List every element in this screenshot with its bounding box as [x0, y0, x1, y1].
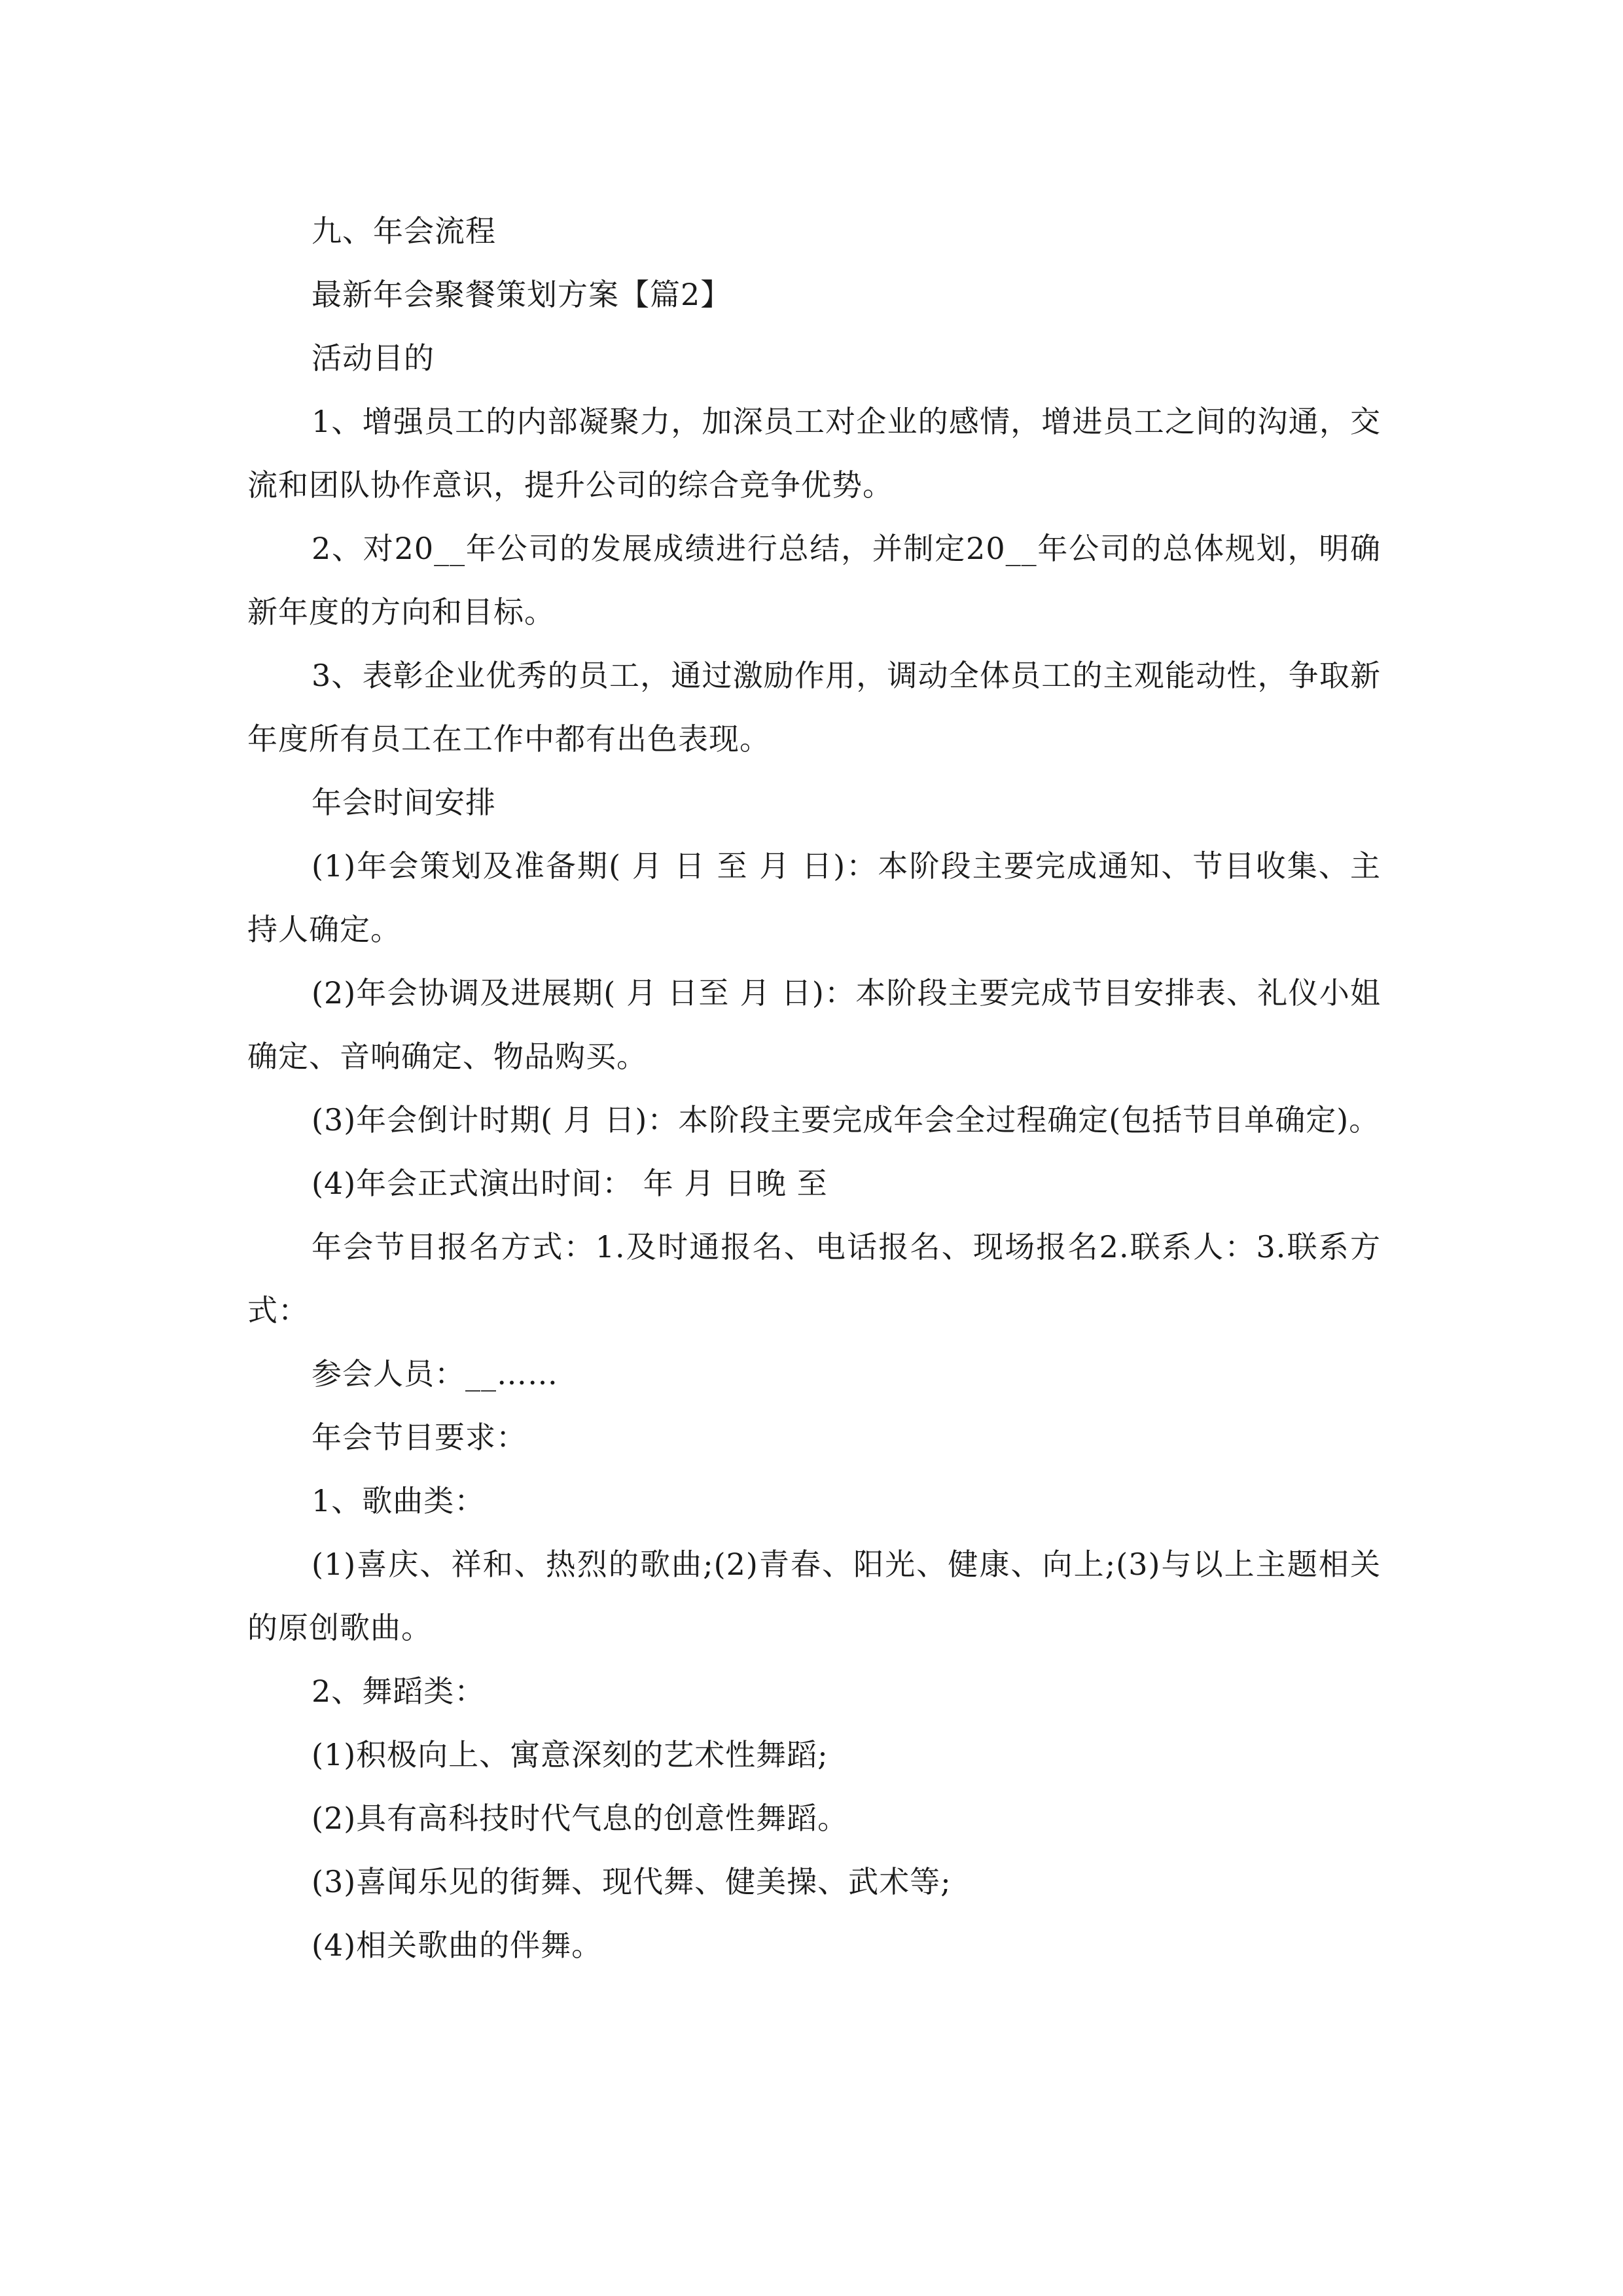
- section-heading-purpose: 活动目的: [312, 340, 435, 376]
- schedule-item-4: (4)年会正式演出时间： 年 月 日晚 至: [312, 1166, 828, 1201]
- schedule-item-1: (1)年会策划及准备期( 月 日 至 月 日)：本阶段主要完成通知、节目收集、主持人确定。: [247, 848, 1381, 947]
- requirement-songs-heading: 1、歌曲类：: [312, 1483, 486, 1518]
- section-heading-requirements: 年会节目要求：: [312, 1420, 527, 1455]
- document-title: 最新年会聚餐策划方案【篇2】: [312, 277, 732, 312]
- purpose-item-3: 3、表彰企业优秀的员工，通过激励作用，调动全体员工的主观能动性，争取新年度所有员工在工作中都有出色表现。: [247, 658, 1381, 757]
- registration-info: 年会节目报名方式：1.及时通报名、电话报名、现场报名2.联系人：3.联系方式：: [247, 1229, 1381, 1328]
- schedule-item-3: (3)年会倒计时期( 月 日)：本阶段主要完成年会全过程确定(包括节目单确定)。: [312, 1102, 1380, 1138]
- requirement-dance-heading: 2、舞蹈类：: [312, 1674, 486, 1709]
- requirement-dance-item-2: (2)具有高科技时代气息的创意性舞蹈。: [312, 1801, 849, 1836]
- attendees: 参会人员：__……: [312, 1356, 558, 1391]
- document-body: [247, 200, 1381, 1977]
- requirement-dance-item-4: (4)相关歌曲的伴舞。: [312, 1928, 603, 1963]
- section-heading-process: 九、年会流程: [312, 213, 496, 249]
- requirement-dance-item-1: (1)积极向上、寓意深刻的艺术性舞蹈;: [312, 1737, 829, 1772]
- purpose-item-1: 1、增强员工的内部凝聚力，加深员工对企业的感情，增进员工之间的沟通，交流和团队协作意识，提升公司的综合竞争优势。: [247, 404, 1381, 503]
- purpose-item-2: 2、对20__年公司的发展成绩进行总结，并制定20__年公司的总体规划，明确新年度的方向和目标。: [247, 531, 1381, 630]
- schedule-item-2: (2)年会协调及进展期( 月 日至 月 日)：本阶段主要完成节目安排表、礼仪小姐确定、音响确定、物品购买。: [247, 975, 1381, 1074]
- requirement-dance-item-3: (3)喜闻乐见的街舞、现代舞、健美操、武术等;: [312, 1864, 952, 1899]
- section-heading-schedule: 年会时间安排: [312, 785, 496, 820]
- requirement-songs-detail: (1)喜庆、祥和、热烈的歌曲;(2)青春、阳光、健康、向上;(3)与以上主题相关的原创歌曲。: [247, 1547, 1381, 1645]
